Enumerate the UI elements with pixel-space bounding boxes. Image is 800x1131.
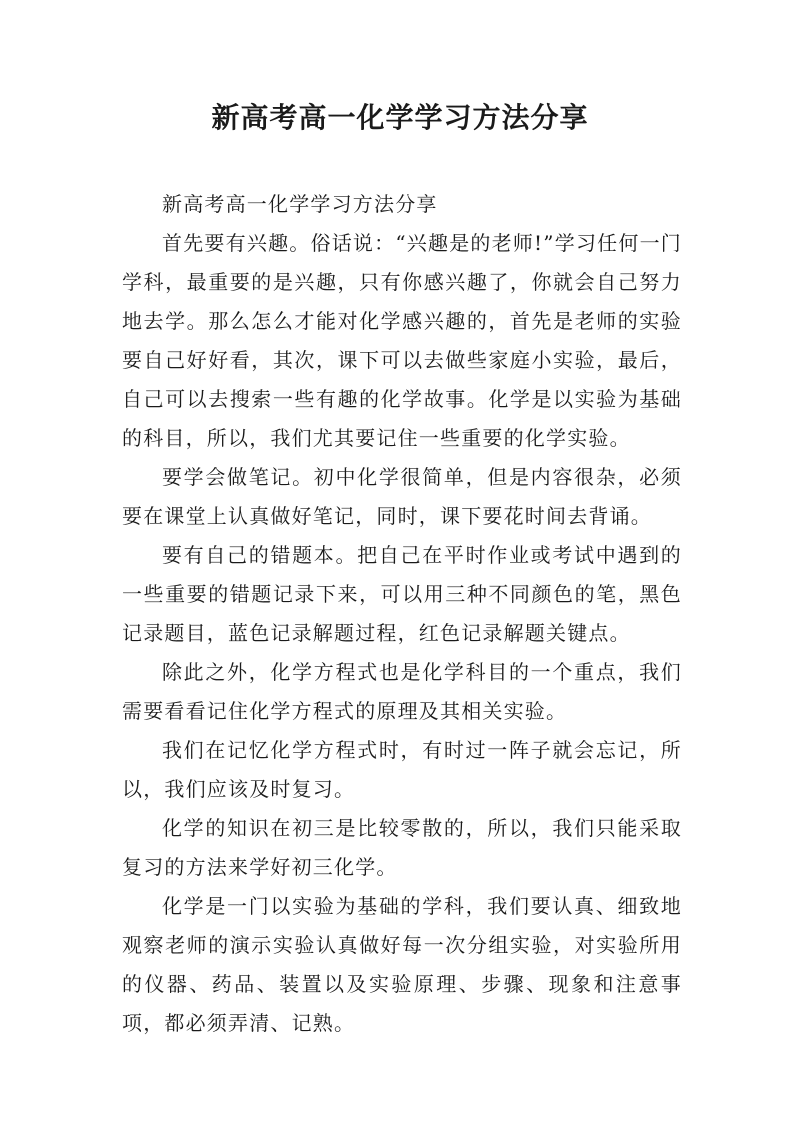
paragraph-equations: 除此之外，化学方程式也是化学科目的一个重点，我们需要看看记住化学方程式的原理及其相关实验。 [122,660,682,723]
paragraph-notes: 要学会做笔记。初中化学很简单，但是内容很杂，必须要在课堂上认真做好笔记，同时，课下要花时间去背诵。 [122,465,682,528]
document-body [122,185,682,1043]
document-title: 新高考高一化学学习方法分享 [211,101,589,134]
paragraph-review: 我们在记忆化学方程式时，有时过一阵子就会忘记，所以，我们应该及时复习。 [122,738,682,801]
paragraph-scattered-knowledge: 化学的知识在初三是比较零散的，所以，我们只能采取复习的方法来学好初三化学。 [122,816,682,879]
paragraph-interest: 首先要有兴趣。俗话说：“兴趣是的老师!”学习任何一门学科，最重要的是兴趣，只有你感兴趣了，你就会自己努力地去学。那么怎么才能对化学感兴趣的，首先是老师的实验要自己好好看，其次，课下可以去做些家庭小实验，最后，自己可以去搜索一些有趣的化学故事。化学是以实验为基础的科目，所以，我们尤其要记住一些重要的化学实验。 [122,231,682,450]
paragraph-experiments: 化学是一门以实验为基础的学科，我们要认真、细致地观察老师的演示实验认真做好每一次分组实验，对实验所用的仪器、药品、装置以及实验原理、步骤、现象和注意事项，都必须弄清、记熟。 [122,894,682,1035]
paragraph-subtitle: 新高考高一化学学习方法分享 [162,192,438,216]
paragraph-error-book: 要有自己的错题本。把自己在平时作业或考试中遇到的一些重要的错题记录下来，可以用三种不同颜色的笔，黑色记录题目，蓝色记录解题过程，红色记录解题关键点。 [122,543,682,645]
